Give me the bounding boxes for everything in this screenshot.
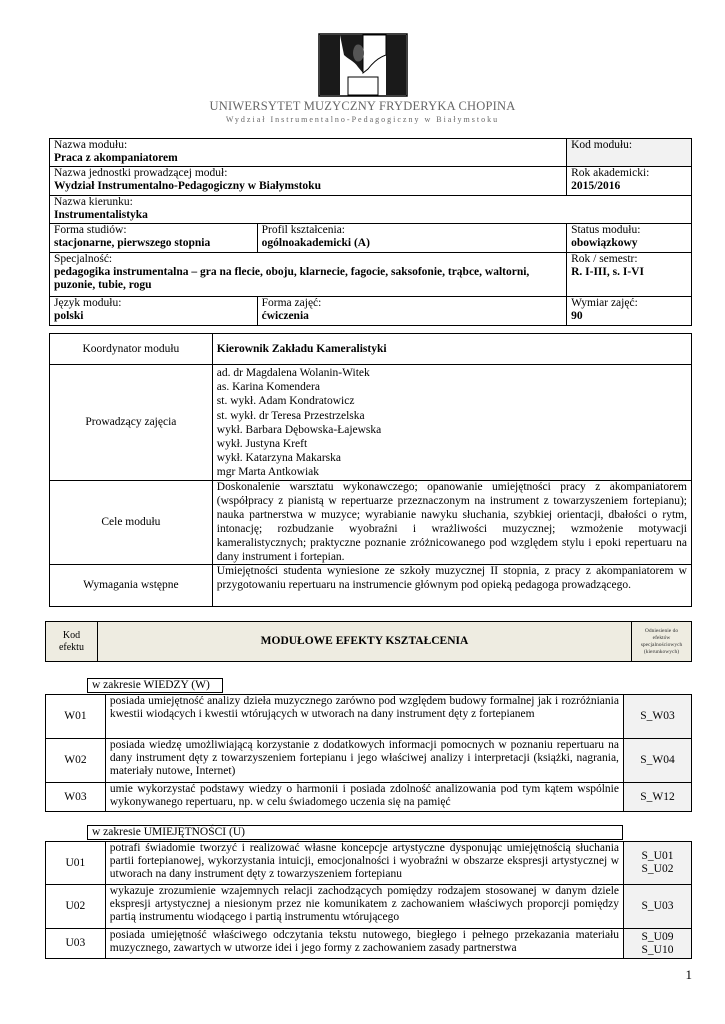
coordinator-value: Kierownik Zakładu Kameralistyki [212, 334, 691, 365]
effect-reference [624, 842, 692, 885]
effect-reference: S_W03 [623, 695, 691, 739]
skills-effects-table [45, 841, 692, 959]
field-label: Nazwa kierunku: [54, 196, 133, 208]
effect-text: posiada wiedzę umożliwiającą korzystanie z dodatkowych informacji pomocnych w poznaniu repertuaru na dany instrument dęty z towarzyszeniem fortepianu i jego właściwej analizy i interpretacji (książki, nagrania, materiały nutowe, Internet) [105, 739, 623, 783]
semester-value: R. I-III, s. I-VI [571, 266, 644, 278]
specialty-label: Specjalność: [54, 253, 113, 265]
teacher-name: as. Karina Komendera [216, 381, 320, 394]
class-form-cell [257, 297, 566, 326]
page-number: 1 [685, 967, 692, 982]
effect-text: posiada umiejętność analizy dzieła muzycznego zarówno pod względem budowy formalnej jak i rozróżniania kwestii wiodących i kwestii wtórujących w utworach na dany instrument dęty z fortepianem [105, 695, 623, 739]
effect-code: W03 [46, 783, 106, 812]
effect-code: U03 [46, 929, 106, 959]
teacher-name: ad. dr Magdalena Wolanin-Witek [216, 367, 370, 379]
language-value: polski [54, 310, 84, 322]
teacher-name: wykł. Katarzyna Makarska [216, 452, 342, 465]
module-details-table [49, 333, 692, 607]
study-form-label: Forma studiów: [54, 224, 127, 236]
university-name: UNIWERSYTET MUZYCZNY FRYDERYKA CHOPINA [209, 99, 516, 113]
unit-value: Wydział Instrumentalno-Pedagogiczny w Białymstoku [54, 180, 321, 192]
status-cell [567, 224, 692, 253]
hours-cell [567, 297, 692, 326]
table-row [46, 739, 692, 783]
effect-reference: S_W12 [623, 783, 691, 812]
status-label: Status modułu: [571, 224, 641, 236]
semester-cell [567, 253, 692, 297]
class-form-label: Forma zajęć: [261, 297, 322, 309]
effect-reference-1: S_U01 [641, 850, 674, 862]
module-name-cell [50, 139, 567, 167]
year-value: 2015/2016 [571, 180, 621, 192]
effects-reference-header: Odniesienie do efektów specjalnościowych (kierunkowych) [632, 622, 692, 662]
table-row [46, 929, 692, 959]
effect-code: U01 [46, 842, 106, 885]
unit-cell [50, 167, 567, 196]
profile-label: Profil kształcenia: [261, 224, 345, 236]
hours-label: Wymiar zajęć: [571, 297, 638, 309]
effect-reference: S_W04 [623, 739, 691, 783]
skills-section-label: w zakresie UMIEJĘTNOŚCI (U) [87, 825, 623, 840]
effect-code-header: Kod efektu [46, 622, 98, 662]
language-cell [50, 297, 258, 326]
faculty-name: Wydział Instrumentalno-Pedagogiczny w Białymstoku [225, 115, 500, 124]
class-form-value: ćwiczenia [261, 310, 309, 322]
unit-label: Nazwa jednostki prowadzącej moduł: [54, 167, 228, 179]
study-form-value: stacjonarne, pierwszego stopnia [54, 237, 211, 249]
effect-reference-2: S_U10 [641, 943, 674, 956]
requirements-text: Umiejętności studenta wyniesione ze szkoły muzycznej II stopnia, z pracy z akompaniatorem w przygotowaniu repertuaru na instrumencie głównym pod opieką pedagoga prowadzącego. [212, 565, 691, 607]
field-cell [50, 196, 692, 224]
effect-code: W02 [46, 739, 106, 783]
effect-text: posiada umiejętność właściwego odczytania tekstu nutowego, biegłego i pełnego przekazania materiału muzycznego, zawartych w utworze idei i jego formy z zachowaniem zasady partnerstwa [105, 929, 623, 959]
profile-cell [257, 224, 566, 253]
effect-text: wykazuje zrozumienie wzajemnych relacji zachodzących pomiędzy rodzajem stosowanej w danym dziele ekspresji artystycznej a niesionym przez nie komunikatem z zachowaniem właściwych proporcji pomiędzy partią instrumentu wiodącego i partią instrumentu wtórującego [105, 885, 623, 929]
coordinator-label: Koordynator modułu [50, 334, 213, 365]
specialty-value: pedagogika instrumentalna – gra na flecie, oboju, klarnecie, fagocie, saksofonie, trąbce, waltorni, puzonie, tubie, rogu [54, 266, 530, 291]
module-name: Praca z akompaniatorem [54, 152, 178, 164]
effect-code: U02 [46, 885, 106, 929]
teacher-name: wykł. Barbara Dębowska-Łajewska [216, 423, 382, 436]
teacher-name: mgr Marta Antkowiak [216, 466, 319, 479]
requirements-label: Wymagania wstępne [50, 565, 213, 607]
field-value: Instrumentalistyka [54, 209, 148, 221]
profile-value: ogólnoakademicki (A) [261, 237, 370, 249]
effect-reference-1: S_U09 [641, 930, 674, 943]
module-info-table [49, 138, 692, 326]
university-logo [318, 33, 408, 97]
effect-reference [624, 929, 692, 959]
effect-code: W01 [46, 695, 106, 739]
module-name-label: Nazwa modułu: [54, 139, 128, 151]
language-label: Język modułu: [54, 297, 122, 309]
effects-title: MODUŁOWE EFEKTY KSZTAŁCENIA [97, 622, 631, 662]
knowledge-section-label: w zakresie WIEDZY (W) [87, 678, 223, 693]
effect-reference [624, 885, 692, 929]
effects-header-table [45, 621, 692, 662]
effect-text: umie wykorzystać podstawy wiedzy o harmonii i posiada zdolność analizowania pod tym kątem wspólnie wykonywanego repertuaru, np. w celu świadomego uczenia się na pamięć [105, 783, 623, 812]
module-code-label: Kod modułu: [571, 139, 633, 151]
status-value: obowiązkowy [571, 237, 638, 249]
teacher-name: st. wykł. Adam Kondratowicz [216, 395, 355, 408]
teachers-list [212, 365, 691, 481]
teacher-name: wykł. Justyna Kreft [216, 438, 308, 451]
effect-text: potrafi świadomie tworzyć i realizować własne koncepcje artystyczne dysponując umiejętnością słuchania partii fortepianowej, wykorzystania intuicji, emocjonalności i wyobraźni w obszarze ekspresji artystycznej w utworach na dany instrument dęty z towarzyszeniem fortepianu [105, 842, 623, 885]
table-row [46, 885, 692, 929]
specialty-cell [50, 253, 567, 297]
table-row [46, 695, 692, 739]
goals-label: Cele modułu [50, 481, 213, 565]
table-row [46, 783, 692, 812]
table-row [46, 842, 692, 885]
effect-reference-1: S_U03 [641, 900, 674, 912]
teacher-name: st. wykł. dr Teresa Przestrzelska [216, 409, 365, 422]
teachers-label: Prowadzący zajęcia [50, 365, 213, 481]
year-cell [567, 167, 692, 196]
year-label: Rok akademicki: [571, 167, 650, 179]
module-code-cell [567, 139, 692, 167]
study-form-cell [50, 224, 258, 253]
effect-reference-2: S_U02 [641, 863, 674, 875]
knowledge-effects-table [45, 694, 692, 812]
semester-label: Rok / semestr: [571, 253, 638, 265]
goals-text: Doskonalenie warsztatu wykonawczego; opanowanie umiejętności pracy z akompaniatorem (współpracy z pianistą w repertuarze przeznaczonym na instrument z towarzyszeniem fortepianu); nauka partnerstwa w muzyce; wyrabianie nawyku słuchania, szybkiej orientacji, dbałości o rytm, intonację; rozbudzanie wyobraźni i wrażliwości muzycznej; wzmożenie motywacji kameralistycznych; praktyczne poznanie zróżnicowanego pod względem stylu i epoki repertuaru na dany instrument i fortepian. [212, 481, 691, 565]
hours-value: 90 [571, 310, 583, 322]
